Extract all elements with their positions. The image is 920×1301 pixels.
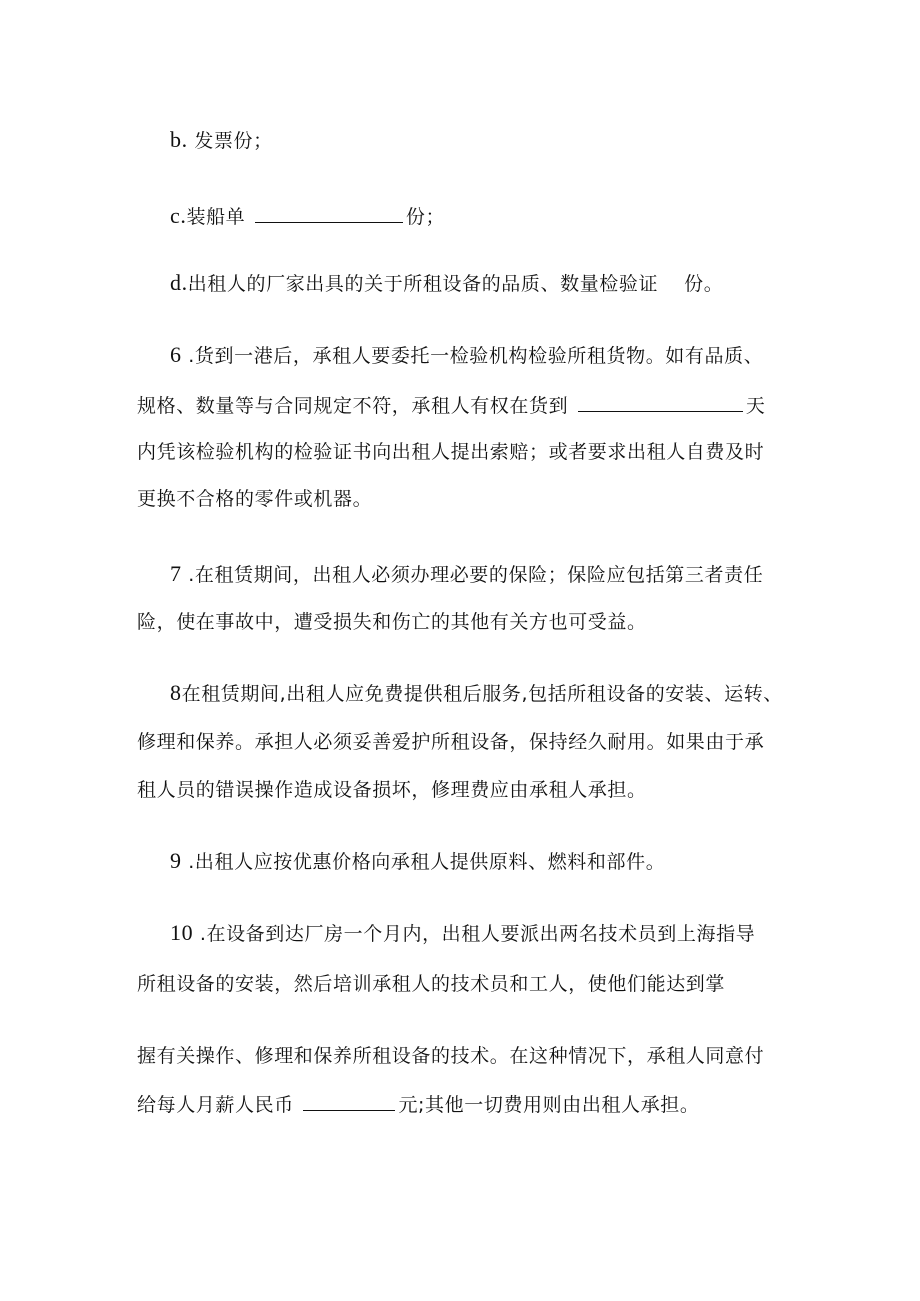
item-b bbox=[170, 127, 273, 154]
clause10-text3: 握有关操作、修理和保养所租设备的技术。在这种情况下，承租人同意付 bbox=[137, 1045, 765, 1067]
clause6-blank bbox=[578, 393, 743, 412]
clause9-number: 9 bbox=[170, 848, 182, 873]
item-c-text: 装船单 bbox=[186, 206, 246, 228]
clause6-line4 bbox=[137, 486, 372, 512]
clause10-text1: .在设备到达厂房一个月内，出租人要派出两名技术员到上海指导 bbox=[199, 923, 756, 945]
item-d bbox=[170, 270, 723, 297]
clause8-text1: 在租赁期间,出租人应免费提供租后服务,包括所租设备的安装、运转、 bbox=[181, 683, 783, 705]
item-c-marker: c. bbox=[170, 203, 187, 228]
clause9-line1 bbox=[170, 848, 665, 875]
item-c bbox=[170, 203, 445, 230]
item-d-suffix: 份。 bbox=[684, 273, 724, 295]
clause6-number: 6 bbox=[170, 342, 182, 367]
clause6-text3: 内凭该检验机构的检验证书向出租人提出索赔；或者要求出租人自费及时 bbox=[137, 441, 765, 463]
clause7-text2: 险，使在事故中，遭受损失和伤亡的其他有关方也可受益。 bbox=[137, 611, 647, 633]
clause10-text4-suffix: 元;其他一切费用则由出租人承担。 bbox=[398, 1094, 700, 1116]
clause10-number: 10 bbox=[170, 920, 194, 945]
clause10-blank bbox=[303, 1092, 395, 1111]
item-d-marker: d. bbox=[170, 270, 188, 295]
clause10-line2 bbox=[137, 971, 725, 997]
clause10-line1 bbox=[170, 920, 755, 947]
clause8-number: 8 bbox=[170, 680, 182, 705]
clause7-number: 7 bbox=[170, 561, 182, 586]
clause10-line4 bbox=[137, 1092, 699, 1118]
clause6-text2-suffix: 天 bbox=[745, 395, 766, 417]
clause6-text2: 规格、数量等与合同规定不符，承租人有权在货到 bbox=[137, 395, 569, 417]
clause9-text1: .出租人应按优惠价格向承租人提供原料、燃料和部件。 bbox=[188, 851, 666, 873]
item-c-blank bbox=[255, 204, 403, 223]
clause10-text4: 给每人月薪人民币 bbox=[137, 1094, 294, 1116]
clause6-text1: .货到一港后，承租人要委托一检验机构检验所租货物。如有品质、 bbox=[188, 345, 764, 367]
clause10-text2: 所租设备的安装，然后培训承租人的技术员和工人，使他们能达到掌 bbox=[137, 973, 726, 995]
clause8-line1 bbox=[170, 680, 783, 707]
item-d-text: 出租人的厂家出具的关于所租设备的品质、数量检验证 bbox=[187, 273, 659, 295]
item-b-text: 发票份； bbox=[194, 130, 273, 152]
clause7-line1 bbox=[170, 561, 763, 588]
clause6-text4: 更换不合格的零件或机器。 bbox=[137, 488, 373, 510]
clause6-line1 bbox=[170, 342, 763, 369]
clause10-line3 bbox=[137, 1043, 764, 1069]
clause7-line2 bbox=[137, 609, 647, 635]
clause7-text1: .在租赁期间，出租人必须办理必要的保险；保险应包括第三者责任 bbox=[188, 564, 764, 586]
clause8-text3: 租人员的错误操作造成设备损坏，修理费应由承租人承担。 bbox=[137, 779, 647, 801]
clause6-line2 bbox=[137, 393, 765, 419]
clause6-line3 bbox=[137, 439, 764, 465]
item-c-suffix: 份； bbox=[405, 206, 446, 228]
clause8-line3 bbox=[137, 777, 647, 803]
item-b-marker: b. bbox=[170, 127, 188, 152]
clause8-text2: 修理和保养。承担人必须妥善爱护所租设备，保持经久耐用。如果由于承 bbox=[137, 731, 765, 753]
clause8-line2 bbox=[137, 729, 764, 755]
